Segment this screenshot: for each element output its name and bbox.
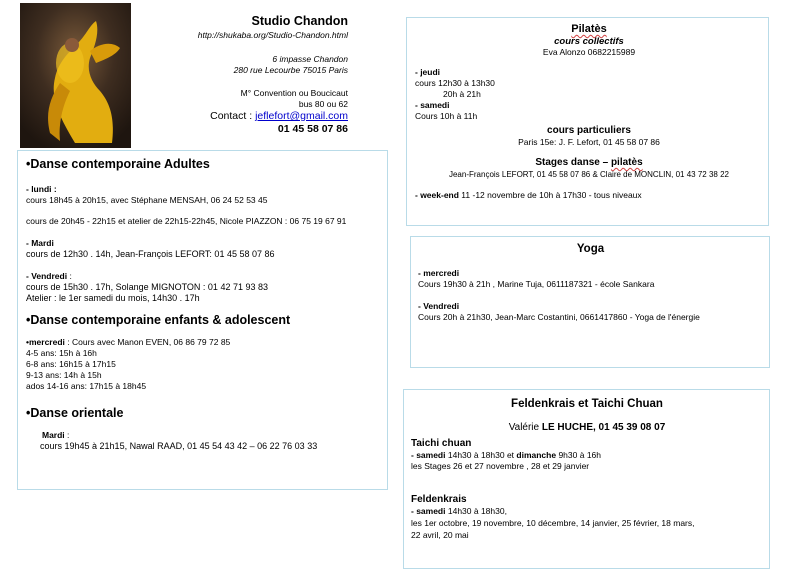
enfants-mercredi — [26, 337, 386, 348]
studio-metro: M° Convention ou Boucicaut — [240, 88, 348, 98]
weekend-text: 11 -12 novembre de 10h à 17h30 - tous niveaux — [458, 190, 642, 200]
adultes-lundi-line2: cours de 20h45 - 22h15 et atelier de 22h15-22h45, Nicole PIAZZON : 06 75 19 67 91 — [26, 216, 347, 226]
pilates-title — [415, 23, 763, 36]
pilates-stages-title — [415, 156, 763, 169]
studio-bus: bus 80 ou 62 — [298, 99, 348, 109]
taichi-samedi: - samedi — [411, 450, 446, 460]
yoga-title: Yoga — [576, 243, 605, 255]
pilates-samedi-line1: Cours 10h à 11h — [415, 111, 478, 121]
pilates-jeudi: - jeudi — [415, 67, 441, 77]
studio-header — [108, 14, 348, 136]
yoga-mercredi: - mercredi — [418, 268, 460, 278]
taichi-title: Taichi chuan — [411, 438, 472, 449]
enfants-mercredi-label: •mercredi — [26, 337, 65, 347]
feld-teacher-b: LE HUCHE, 01 45 39 08 07 — [541, 422, 666, 433]
email-link[interactable]: jeflefort@gmail.com — [255, 110, 348, 122]
studio-phone: 01 45 58 07 86 — [277, 123, 348, 135]
enfants-line1: 4-5 ans: 15h à 16h — [26, 348, 97, 358]
left-panel — [17, 150, 388, 490]
feldenkrais-line3: 22 avril, 20 mai — [411, 530, 469, 540]
adultes-title: •Danse contemporaine Adultes — [26, 157, 210, 171]
studio-address2: 280 rue Lecourbe 75015 Paris — [233, 65, 348, 75]
adultes-lundi: - lundi : — [26, 184, 57, 194]
taichi-dimanche: dimanche — [516, 450, 557, 460]
adultes-mardi-line1: cours de 12h30 . 14h, Jean-François LEFORT: 01 45 58 07 86 — [26, 249, 275, 259]
orientale-line1: cours 19h45 à 21h15, Nawal RAAD, 01 45 54 43 42 – 06 22 76 03 33 — [40, 441, 318, 451]
pilates-particuliers-title: cours particuliers — [547, 125, 631, 136]
pilates-stages-line1: Jean-François LEFORT, 01 45 58 07 86 & Claire de MONCLIN, 01 43 72 38 22 — [448, 170, 729, 179]
orientale-mardi-colon: : — [64, 430, 70, 440]
contact-label: Contact : — [210, 110, 256, 122]
feld-teacher — [411, 421, 763, 434]
pilates-panel — [406, 17, 769, 226]
pilates-jeudi-line1: cours 12h30 à 13h30 — [415, 78, 495, 88]
studio-address1: 6 impasse Chandon — [272, 54, 348, 64]
pilates-title-text: Pilatès — [571, 23, 607, 35]
pilates-particuliers-line1: Paris 15e: J. F. Lefort, 01 45 58 07 86 — [518, 137, 660, 147]
studio-contact — [108, 110, 348, 123]
pilates-weekend — [415, 190, 763, 201]
feld-teacher-a: Valérie — [508, 422, 542, 433]
orientale-mardi-label: Mardi — [42, 430, 65, 440]
pilates-jeudi-line2: 20h à 21h — [443, 89, 481, 99]
adultes-mardi: - Mardi — [26, 238, 54, 248]
adultes-vendredi-line2: Atelier : le 1er samedi du mois, 14h30 . 17h — [26, 293, 200, 303]
taichi-line2: les Stages 26 et 27 novembre , 28 et 29 janvier — [411, 461, 590, 471]
enfants-line3: 9-13 ans: 14h à 15h — [26, 370, 102, 380]
stages-title-b: pilatès — [610, 157, 643, 168]
pilates-subtitle: cours collectifs — [554, 36, 624, 47]
feldenkrais-title: Feldenkrais — [411, 494, 467, 505]
yoga-vendredi: - Vendredi — [418, 301, 460, 311]
yoga-panel — [410, 236, 770, 368]
stages-title-a: Stages danse – — [535, 157, 611, 168]
adultes-lundi-line1: cours 18h45 à 20h15, avec Stéphane MENSAH, 06 24 52 53 45 — [26, 195, 268, 205]
pilates-samedi: - samedi — [415, 100, 450, 110]
yoga-vendredi-line1: Cours 20h à 21h30, Jean-Marc Costantini, 0661417860 - Yoga de l'énergie — [418, 312, 700, 322]
orientale-mardi — [26, 430, 386, 441]
feld-title: Feldenkrais et Taichi Chuan — [511, 398, 663, 410]
studio-url[interactable]: http://shukaba.org/Studio-Chandon.html — [197, 30, 348, 40]
enfants-line4: ados 14-16 ans: 17h15 à 18h45 — [26, 381, 147, 391]
taichi-line1 — [411, 450, 763, 461]
vendredi-colon: : — [67, 271, 72, 281]
feldenkrais-line1 — [411, 506, 763, 517]
weekend-label: - week-end — [415, 190, 459, 200]
enfants-title: •Danse contemporaine enfants & adolescent — [26, 313, 291, 327]
orientale-title: •Danse orientale — [26, 406, 124, 420]
adultes-vendredi — [26, 271, 386, 282]
adultes-vendredi-line1: cours de 15h30 . 17h, Solange MIGNOTON : 01 42 71 93 83 — [26, 282, 268, 292]
pilates-teacher: Eva Alonzo 0682215989 — [542, 47, 636, 57]
feldenkrais-line2: les 1er octobre, 19 novembre, 10 décembre, 14 janvier, 25 février, 18 mars, — [411, 518, 695, 528]
vendredi-label: - Vendredi — [26, 271, 68, 281]
yoga-mercredi-line1: Cours 19h30 à 21h , Marine Tuja, 0611187321 - école Sankara — [418, 279, 655, 289]
studio-name: Studio Chandon — [251, 14, 348, 28]
enfants-line2: 6-8 ans: 16h15 à 17h15 — [26, 359, 116, 369]
feldenkrais-panel — [403, 389, 770, 569]
feld-samedi: - samedi — [411, 506, 446, 516]
enfants-mercredi-text: : Cours avec Manon EVEN, 06 86 79 72 85 — [64, 337, 231, 347]
taichi-samedi-text: 14h30 à 18h30 et — [445, 450, 517, 460]
feld-samedi-text: 14h30 à 18h30, — [445, 506, 507, 516]
taichi-dimanche-text: 9h30 à 16h — [556, 450, 601, 460]
